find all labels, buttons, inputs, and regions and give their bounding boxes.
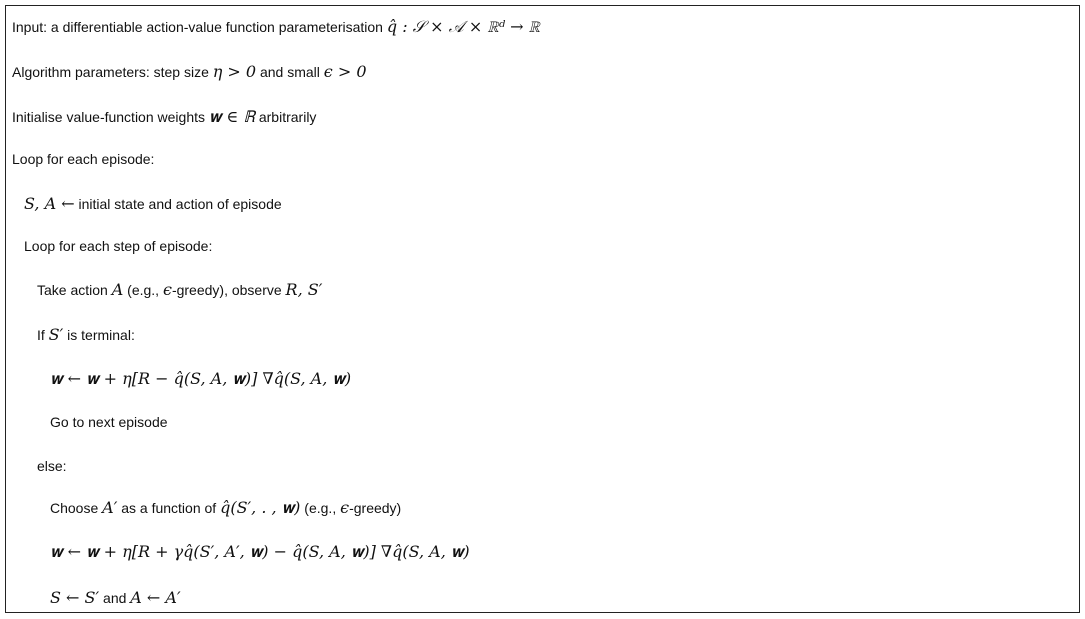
- line-text: -greedy): [349, 500, 402, 516]
- math-expr: S′: [48, 325, 64, 344]
- line-text: is terminal:: [63, 327, 135, 343]
- line-text: (e.g.,: [300, 500, 341, 516]
- algo-line-init-state: [24, 194, 282, 214]
- algo-line-initialise: [12, 107, 316, 127]
- math-expr: A: [111, 280, 124, 299]
- math-expr: q̂(S′, . , 𝐰): [220, 498, 301, 517]
- line-text: -greedy), observe: [171, 282, 286, 298]
- line-text: Input: a differentiable action-value function parameterisation: [12, 19, 387, 35]
- algo-line-choose-action: [50, 498, 401, 518]
- line-text: (e.g.,: [123, 282, 163, 298]
- algorithm-box: [5, 5, 1080, 613]
- algo-line-loop-step: [24, 236, 212, 256]
- math-expr: ϵ: [340, 498, 350, 517]
- line-text: Go to next episode: [50, 414, 168, 430]
- line-text: and: [99, 590, 131, 606]
- math-expr: ϵ > 0: [323, 62, 367, 81]
- line-text: Algorithm parameters: step size: [12, 64, 213, 80]
- line-text: arbitrarily: [254, 109, 317, 125]
- algo-line-if-terminal: [37, 325, 135, 345]
- line-text: and small: [256, 64, 324, 80]
- line-text: Take action: [37, 282, 112, 298]
- math-expr: S ← S′: [50, 588, 100, 607]
- math-expr: A ← A′: [130, 588, 181, 607]
- algo-line-take-action: [37, 280, 322, 300]
- algo-line-next-episode: [50, 412, 168, 432]
- line-text: If: [37, 327, 49, 343]
- math-expr: A′: [102, 498, 118, 517]
- line-text: as a function of: [117, 500, 221, 516]
- algo-line-loop-episode: [12, 149, 154, 169]
- algo-line-input: [12, 17, 540, 37]
- math-expr: η > 0: [212, 62, 257, 81]
- algo-line-else: [37, 456, 67, 476]
- line-text: Loop for each step of episode:: [24, 238, 213, 254]
- algo-line-sarsa-update: [50, 542, 470, 562]
- line-text: Loop for each episode:: [12, 151, 155, 167]
- math-expr: 𝐰 ← 𝐰 + η[R + γq̂(S′, A′, 𝐰) − q̂(S, A, 𝐰)] ∇q̂(S, A, 𝐰): [50, 542, 470, 561]
- algo-line-parameters: [12, 62, 367, 82]
- math-expr: S, A ←: [24, 194, 75, 213]
- math-expr: q̂ : 𝒮 × 𝒜 × ℝᵈ → ℝ: [386, 17, 541, 36]
- line-text: initial state and action of episode: [74, 196, 282, 212]
- math-expr: 𝐰 ∈ ℝ: [208, 107, 255, 126]
- line-text: Choose: [50, 500, 103, 516]
- line-text: Initialise value-function weights: [12, 109, 209, 125]
- algo-line-advance-state: [50, 588, 181, 608]
- math-expr: ϵ: [162, 280, 172, 299]
- line-text: else:: [37, 458, 67, 474]
- math-expr: 𝐰 ← 𝐰 + η[R − q̂(S, A, 𝐰)] ∇q̂(S, A, 𝐰): [50, 369, 352, 388]
- math-expr: R, S′: [285, 280, 323, 299]
- algo-line-terminal-update: [50, 369, 351, 389]
